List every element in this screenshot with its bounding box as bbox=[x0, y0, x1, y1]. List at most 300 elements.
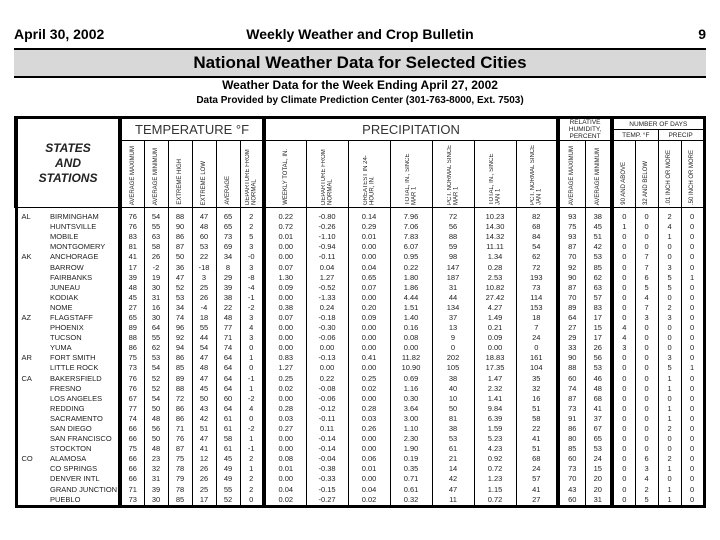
value-cell: 61 bbox=[216, 424, 240, 434]
value-cell: 0.00 bbox=[348, 323, 390, 333]
value-cell: 55 bbox=[144, 222, 168, 232]
value-cell: 18 bbox=[516, 313, 558, 323]
table-row bbox=[16, 353, 704, 363]
value-cell: -4 bbox=[240, 283, 264, 293]
value-cell: 54 bbox=[144, 208, 168, 223]
value-cell: 0.95 bbox=[390, 252, 432, 262]
station-cell: MONTGOMERY bbox=[50, 242, 106, 252]
value-cell: 26 bbox=[585, 343, 612, 353]
table-row bbox=[16, 464, 704, 474]
table-row bbox=[16, 424, 704, 434]
value-cell: 54 bbox=[516, 242, 558, 252]
value-cell: 0.83 bbox=[264, 353, 306, 363]
value-cell: 48 bbox=[120, 283, 144, 293]
value-cell: 0 bbox=[635, 384, 658, 394]
value-cell: 1 bbox=[681, 363, 704, 373]
table-row bbox=[16, 333, 704, 343]
value-cell: 42 bbox=[585, 242, 612, 252]
value-cell: 0.09 bbox=[264, 283, 306, 293]
value-cell: 0.41 bbox=[348, 353, 390, 363]
value-cell: 69 bbox=[216, 242, 240, 252]
value-cell: 1 bbox=[240, 434, 264, 444]
value-cell: 51 bbox=[192, 424, 216, 434]
value-cell: 75 bbox=[168, 454, 192, 464]
value-cell: 0.30 bbox=[390, 394, 432, 404]
value-cell: 5 bbox=[658, 283, 681, 293]
value-cell: 73 bbox=[558, 464, 585, 474]
value-cell: 90 bbox=[558, 353, 585, 363]
value-cell: -0.94 bbox=[306, 242, 348, 252]
value-cell: 16 bbox=[144, 303, 168, 313]
value-cell: 0.38 bbox=[264, 303, 306, 313]
value-cell: 0.71 bbox=[390, 474, 432, 484]
state-cell bbox=[16, 464, 44, 474]
value-cell: 0.02 bbox=[348, 495, 390, 507]
value-cell: 40 bbox=[432, 384, 474, 394]
value-cell: 0.19 bbox=[390, 454, 432, 464]
value-cell: 65 bbox=[216, 208, 240, 223]
value-cell: 0.00 bbox=[264, 293, 306, 303]
station-cell: FAIRBANKS bbox=[50, 272, 93, 282]
value-cell: 53 bbox=[585, 444, 612, 454]
value-cell: 1.80 bbox=[390, 273, 432, 283]
station-cell: BARROW bbox=[50, 262, 84, 272]
station-cell: CO SPRINGS bbox=[50, 464, 98, 474]
station-cell: JUNEAU bbox=[50, 282, 81, 292]
value-cell: 43 bbox=[558, 485, 585, 495]
value-cell: 0 bbox=[681, 208, 704, 223]
value-cell: 75 bbox=[558, 222, 585, 232]
value-cell: 0.02 bbox=[264, 384, 306, 394]
station-cell: PHOENIX bbox=[50, 323, 84, 333]
value-cell: 0.02 bbox=[264, 495, 306, 507]
value-cell: 60 bbox=[216, 394, 240, 404]
table-row bbox=[16, 394, 704, 404]
value-cell: 53 bbox=[432, 434, 474, 444]
value-cell: 58 bbox=[144, 242, 168, 252]
value-cell: 0 bbox=[681, 303, 704, 313]
station-cell: FLAGSTAFF bbox=[50, 312, 93, 322]
value-cell: 61 bbox=[216, 414, 240, 424]
value-cell: 5 bbox=[658, 363, 681, 373]
value-cell: 72 bbox=[516, 262, 558, 272]
value-cell: 52 bbox=[144, 374, 168, 384]
value-cell: 0 bbox=[681, 232, 704, 242]
value-cell: 0 bbox=[681, 262, 704, 272]
column-header-label: PCT. NORMAL SINCE MAR 1 bbox=[446, 144, 460, 205]
value-cell: 29 bbox=[558, 333, 585, 343]
value-cell: 0 bbox=[612, 414, 635, 424]
value-cell: 7 bbox=[635, 252, 658, 262]
value-cell: 64 bbox=[216, 353, 240, 363]
value-cell: 0 bbox=[681, 323, 704, 333]
state-cell bbox=[16, 444, 44, 454]
value-cell: 92 bbox=[558, 262, 585, 272]
value-cell: 1.47 bbox=[474, 374, 516, 384]
value-cell: 48 bbox=[192, 363, 216, 373]
state-cell bbox=[16, 414, 44, 424]
value-cell: 41 bbox=[585, 404, 612, 414]
value-cell: 37 bbox=[585, 414, 612, 424]
value-cell: 2 bbox=[240, 474, 264, 484]
value-cell: 41 bbox=[516, 434, 558, 444]
value-cell: 68 bbox=[516, 454, 558, 464]
value-cell: 0.04 bbox=[348, 262, 390, 272]
value-cell: 27 bbox=[558, 323, 585, 333]
station-cell: FRESNO bbox=[50, 383, 82, 393]
value-cell: -1.33 bbox=[306, 293, 348, 303]
value-cell: 42 bbox=[432, 474, 474, 484]
value-cell: 71 bbox=[120, 485, 144, 495]
value-cell: 75 bbox=[120, 444, 144, 454]
value-cell: 0.00 bbox=[348, 242, 390, 252]
state-cell bbox=[16, 485, 44, 495]
days-header: NUMBER OF DAYS bbox=[612, 118, 704, 130]
value-cell: 72 bbox=[168, 394, 192, 404]
value-cell: 50 bbox=[144, 434, 168, 444]
value-cell: 0 bbox=[612, 208, 635, 223]
value-cell: 22 bbox=[216, 303, 240, 313]
value-cell: 0.00 bbox=[264, 333, 306, 343]
value-cell: 9.84 bbox=[474, 404, 516, 414]
value-cell: 7.06 bbox=[390, 222, 432, 232]
value-cell: 0 bbox=[612, 474, 635, 484]
value-cell: 73 bbox=[558, 404, 585, 414]
table-row bbox=[16, 252, 704, 262]
value-cell: 1 bbox=[658, 374, 681, 384]
value-cell: 0.28 bbox=[474, 262, 516, 272]
value-cell: 73 bbox=[120, 363, 144, 373]
value-cell: -0.33 bbox=[306, 474, 348, 484]
value-cell: 0 bbox=[681, 293, 704, 303]
value-cell: 0.04 bbox=[306, 262, 348, 272]
value-cell: 48 bbox=[585, 384, 612, 394]
value-cell: 82 bbox=[516, 208, 558, 223]
column-header-label: AVERAGE MAXIMUM bbox=[129, 145, 136, 205]
value-cell: 1 bbox=[681, 273, 704, 283]
value-cell: 2.53 bbox=[474, 273, 516, 283]
value-cell: 1 bbox=[658, 384, 681, 394]
value-cell: 0.03 bbox=[264, 414, 306, 424]
value-cell: 0 bbox=[681, 313, 704, 323]
value-cell: 0.00 bbox=[348, 252, 390, 262]
value-cell: 76 bbox=[168, 434, 192, 444]
value-cell: 41 bbox=[120, 252, 144, 262]
value-cell: 89 bbox=[120, 323, 144, 333]
value-cell: 4 bbox=[240, 323, 264, 333]
value-cell: 17.35 bbox=[474, 363, 516, 373]
value-cell: 5.23 bbox=[474, 434, 516, 444]
value-cell: 0.24 bbox=[306, 303, 348, 313]
state-cell bbox=[16, 293, 44, 303]
value-cell: 0.35 bbox=[390, 464, 432, 474]
value-cell: 60 bbox=[558, 495, 585, 507]
value-cell: 0 bbox=[681, 283, 704, 293]
value-cell: 114 bbox=[516, 293, 558, 303]
table-row bbox=[16, 343, 704, 353]
value-cell: -0.12 bbox=[306, 404, 348, 414]
value-cell: 2.32 bbox=[474, 384, 516, 394]
value-cell: 3 bbox=[658, 353, 681, 363]
value-cell: -8 bbox=[240, 273, 264, 283]
value-cell: 76 bbox=[120, 384, 144, 394]
value-cell: 31 bbox=[144, 474, 168, 484]
value-cell: 1 bbox=[658, 485, 681, 495]
value-cell: 10.82 bbox=[474, 283, 516, 293]
value-cell: 83 bbox=[120, 232, 144, 242]
value-cell: 64 bbox=[216, 363, 240, 373]
value-cell: 0 bbox=[612, 485, 635, 495]
value-cell: 0.01 bbox=[264, 232, 306, 242]
table-row bbox=[16, 208, 704, 223]
value-cell: 34 bbox=[168, 303, 192, 313]
value-cell: 25 bbox=[192, 485, 216, 495]
value-cell: 0.92 bbox=[474, 454, 516, 464]
value-cell: 16 bbox=[516, 394, 558, 404]
bulletin-title: Weekly Weather and Crop Bulletin bbox=[246, 26, 474, 42]
value-cell: 53 bbox=[192, 242, 216, 252]
value-cell: 52 bbox=[144, 384, 168, 394]
value-cell: 1 bbox=[658, 495, 681, 507]
value-cell: 3.64 bbox=[390, 404, 432, 414]
value-cell: -0.26 bbox=[306, 222, 348, 232]
state-cell: AR bbox=[21, 353, 32, 363]
table-row bbox=[16, 495, 704, 507]
value-cell: 0.00 bbox=[264, 242, 306, 252]
value-cell: 0.65 bbox=[348, 273, 390, 283]
value-cell: 17 bbox=[120, 262, 144, 272]
value-cell: 86 bbox=[168, 404, 192, 414]
station-cell: PUEBLO bbox=[50, 494, 81, 504]
value-cell: -1 bbox=[240, 293, 264, 303]
value-cell: 73 bbox=[516, 283, 558, 293]
value-cell: 70 bbox=[558, 293, 585, 303]
value-cell: 0.00 bbox=[264, 434, 306, 444]
value-cell: 53 bbox=[144, 353, 168, 363]
state-cell bbox=[16, 273, 44, 283]
value-cell: 14 bbox=[432, 464, 474, 474]
value-cell: 2 bbox=[240, 485, 264, 495]
value-cell: 0 bbox=[658, 323, 681, 333]
value-cell: 14.30 bbox=[474, 222, 516, 232]
value-cell: 1.10 bbox=[390, 424, 432, 434]
station-cell: SACRAMENTO bbox=[50, 413, 103, 423]
value-cell: 1 bbox=[658, 414, 681, 424]
column-header-label: .01 INCH OR MORE bbox=[666, 149, 673, 205]
value-cell: 45 bbox=[192, 384, 216, 394]
value-cell: 73 bbox=[216, 232, 240, 242]
table-row bbox=[16, 232, 704, 242]
value-cell: 1 bbox=[658, 464, 681, 474]
table-row bbox=[16, 374, 704, 384]
value-cell: 0 bbox=[612, 454, 635, 464]
value-cell: 11.11 bbox=[474, 242, 516, 252]
value-cell: 51 bbox=[516, 404, 558, 414]
value-cell: 3 bbox=[240, 262, 264, 272]
value-cell: -2 bbox=[240, 394, 264, 404]
value-cell: 134 bbox=[432, 303, 474, 313]
value-cell: 0 bbox=[681, 495, 704, 507]
value-cell: 80 bbox=[558, 434, 585, 444]
value-cell: 90 bbox=[558, 273, 585, 283]
value-cell: 1.27 bbox=[306, 273, 348, 283]
station-cell: HUNTSVILLE bbox=[50, 222, 97, 232]
value-cell: 6.39 bbox=[474, 414, 516, 424]
value-cell: 0 bbox=[681, 333, 704, 343]
value-cell: 66 bbox=[120, 474, 144, 484]
value-cell: 0 bbox=[658, 293, 681, 303]
value-cell: 17 bbox=[192, 495, 216, 507]
value-cell: 7 bbox=[516, 323, 558, 333]
value-cell: 1.41 bbox=[474, 394, 516, 404]
value-cell: 26 bbox=[192, 293, 216, 303]
value-cell: 0 bbox=[612, 424, 635, 434]
value-cell: 0 bbox=[681, 374, 704, 384]
value-cell: 86 bbox=[168, 414, 192, 424]
value-cell: 74 bbox=[168, 313, 192, 323]
value-cell: 48 bbox=[216, 313, 240, 323]
value-cell: 53 bbox=[585, 363, 612, 373]
value-cell: 47 bbox=[168, 273, 192, 283]
value-cell: 41 bbox=[516, 485, 558, 495]
value-cell: 6.07 bbox=[390, 242, 432, 252]
value-cell: 11.82 bbox=[390, 353, 432, 363]
value-cell: 0 bbox=[240, 414, 264, 424]
value-cell: 0.01 bbox=[348, 232, 390, 242]
value-cell: 38 bbox=[216, 293, 240, 303]
station-cell: MOBILE bbox=[50, 232, 79, 242]
column-header-label: TOTAL, IN., SINCE JAN 1 bbox=[488, 153, 502, 205]
value-cell: 66 bbox=[120, 464, 144, 474]
value-cell: 65 bbox=[585, 434, 612, 444]
value-cell: 0 bbox=[681, 384, 704, 394]
value-cell: 4.27 bbox=[474, 303, 516, 313]
value-cell: 92 bbox=[168, 333, 192, 343]
state-cell: CO bbox=[21, 454, 33, 464]
value-cell: 66 bbox=[120, 424, 144, 434]
value-cell: 0.01 bbox=[348, 464, 390, 474]
station-cell: REDDING bbox=[50, 403, 85, 413]
value-cell: -4 bbox=[192, 303, 216, 313]
stations-header bbox=[16, 118, 120, 208]
value-cell: 74 bbox=[120, 414, 144, 424]
column-header bbox=[216, 141, 240, 208]
state-cell bbox=[16, 323, 44, 333]
column-header-label: DEPARTURE FROM NORMAL bbox=[320, 149, 334, 205]
value-cell: 44 bbox=[192, 333, 216, 343]
value-cell: 5 bbox=[240, 232, 264, 242]
value-cell: 21 bbox=[432, 454, 474, 464]
value-cell: 32 bbox=[144, 464, 168, 474]
value-cell: 65 bbox=[216, 222, 240, 232]
value-cell: 0.09 bbox=[474, 333, 516, 343]
state-cell bbox=[16, 333, 44, 343]
value-cell: 25 bbox=[192, 283, 216, 293]
station-cell: YUMA bbox=[50, 343, 72, 353]
value-cell: 87 bbox=[558, 283, 585, 293]
state-cell bbox=[16, 283, 44, 293]
value-cell: 45 bbox=[585, 222, 612, 232]
value-cell: 0.72 bbox=[474, 495, 516, 507]
value-cell: 0.14 bbox=[348, 208, 390, 223]
table-row bbox=[16, 454, 704, 464]
value-cell: -0.52 bbox=[306, 283, 348, 293]
value-cell: 0.00 bbox=[348, 363, 390, 373]
value-cell: 43 bbox=[192, 404, 216, 414]
value-cell: 0 bbox=[612, 434, 635, 444]
value-cell: 27.42 bbox=[474, 293, 516, 303]
value-cell: 1.23 bbox=[474, 474, 516, 484]
value-cell: 4.44 bbox=[390, 293, 432, 303]
state-cell: AL bbox=[21, 212, 31, 222]
value-cell: -0.13 bbox=[306, 353, 348, 363]
value-cell: 2 bbox=[240, 222, 264, 232]
value-cell: 2 bbox=[240, 454, 264, 464]
value-cell: 60 bbox=[558, 454, 585, 464]
state-cell bbox=[16, 303, 44, 313]
value-cell: 91 bbox=[558, 414, 585, 424]
column-header bbox=[168, 141, 192, 208]
value-cell: 0.00 bbox=[264, 323, 306, 333]
value-cell: 0 bbox=[681, 252, 704, 262]
value-cell: 0 bbox=[658, 394, 681, 404]
value-cell: 12 bbox=[192, 454, 216, 464]
value-cell: 1.90 bbox=[390, 444, 432, 454]
value-cell: 88 bbox=[168, 384, 192, 394]
value-cell: 0.16 bbox=[390, 323, 432, 333]
value-cell: 202 bbox=[432, 353, 474, 363]
value-cell: 66 bbox=[120, 454, 144, 464]
stations-label-line: STATIONS bbox=[38, 170, 98, 185]
station-cell: DENVER INTL bbox=[50, 474, 100, 484]
value-cell: -0.30 bbox=[306, 323, 348, 333]
state-cell bbox=[16, 474, 44, 484]
value-cell: 0 bbox=[516, 343, 558, 353]
column-header bbox=[658, 141, 681, 208]
value-cell: 33 bbox=[558, 343, 585, 353]
value-cell: 55 bbox=[216, 485, 240, 495]
value-cell: 4 bbox=[658, 222, 681, 232]
value-cell: 0 bbox=[658, 444, 681, 454]
value-cell: 105 bbox=[432, 363, 474, 373]
value-cell: 27 bbox=[516, 495, 558, 507]
value-cell: 60 bbox=[558, 374, 585, 384]
table-row bbox=[16, 323, 704, 333]
value-cell: 31 bbox=[432, 283, 474, 293]
value-cell: -0.38 bbox=[306, 464, 348, 474]
value-cell: 147 bbox=[432, 262, 474, 272]
value-cell: 0 bbox=[658, 343, 681, 353]
column-header-label: TOTAL, IN., SINCE MAR 1 bbox=[404, 153, 418, 205]
value-cell: 76 bbox=[120, 374, 144, 384]
value-cell: 30 bbox=[144, 283, 168, 293]
value-cell: 56 bbox=[144, 424, 168, 434]
column-header bbox=[474, 141, 516, 208]
value-cell: 48 bbox=[192, 222, 216, 232]
value-cell: 63 bbox=[585, 283, 612, 293]
station-cell: LOS ANGELES bbox=[50, 393, 103, 403]
value-cell: 0.25 bbox=[348, 374, 390, 384]
value-cell: 0 bbox=[681, 343, 704, 353]
value-cell: 4 bbox=[612, 323, 635, 333]
value-cell: 0 bbox=[612, 464, 635, 474]
value-cell: 14.32 bbox=[474, 232, 516, 242]
value-cell: 0 bbox=[681, 485, 704, 495]
column-header-label: .50 INCH OR MORE bbox=[688, 149, 695, 205]
value-cell: 47 bbox=[192, 434, 216, 444]
value-cell: 0.00 bbox=[264, 343, 306, 353]
value-cell: 64 bbox=[216, 384, 240, 394]
